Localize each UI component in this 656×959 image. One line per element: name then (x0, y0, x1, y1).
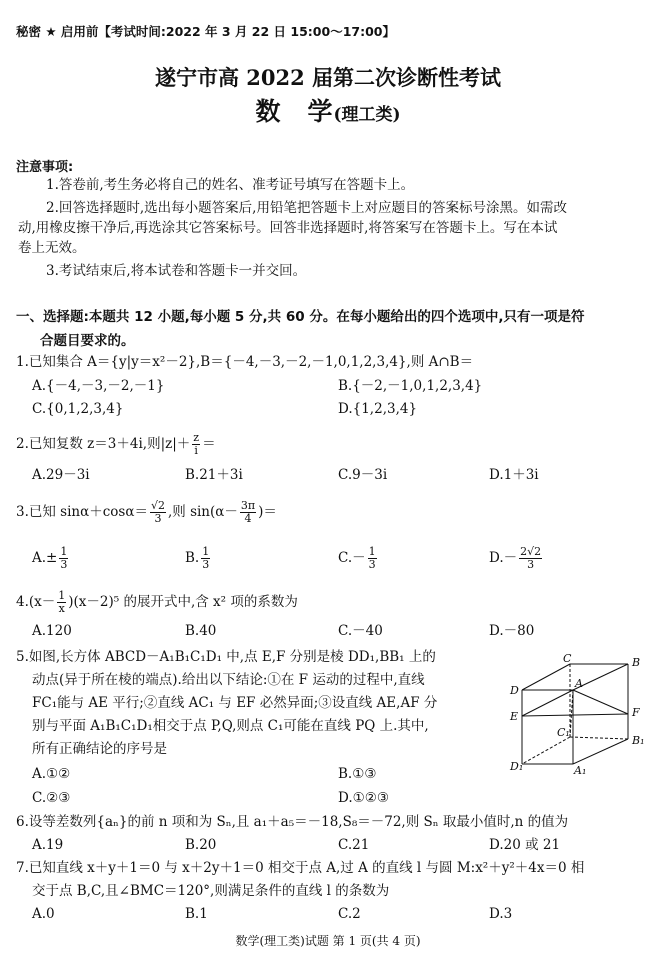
q3-frac1-den: 3 (154, 512, 162, 525)
q5-line-5: 所有正确结论的序号是 (32, 741, 167, 757)
q4-stem-pre: 4.(x－ (16, 594, 56, 610)
q2-option-b[interactable]: B.21＋3i (185, 467, 243, 483)
q3-frac2-num: 3π (240, 499, 256, 512)
q3-frac2-den: 4 (244, 512, 252, 525)
q4-option-c[interactable]: C.－40 (338, 623, 383, 639)
q5-option-c[interactable]: C.②③ (32, 790, 71, 806)
exam-title: 遂宁市高 2022 届第二次诊断性考试 (154, 65, 502, 90)
figure-label-d: D (510, 684, 519, 697)
q3-d-prefix: D.－ (489, 550, 518, 566)
q3-a-num: 1 (60, 545, 68, 558)
section-heading-cont: 合题目要求的。 (40, 333, 135, 349)
q4-option-d[interactable]: D.－80 (489, 623, 535, 639)
q3-a-prefix: A.± (32, 550, 58, 566)
q2-option-d[interactable]: D.1＋3i (489, 467, 539, 483)
q2-option-a[interactable]: A.29－3i (32, 467, 90, 483)
exam-header: 秘密 ★ 启用前【考试时间:2022 年 3 月 22 日 15:00～17:00】 (16, 24, 395, 39)
q7-line-2: 交于点 B,C,且∠BMC＝120°,则满足条件的直线 l 的条数为 (32, 883, 390, 899)
q5-option-b[interactable]: B.①③ (338, 766, 377, 782)
q3-option-c[interactable] (338, 546, 379, 571)
q7-line-1: 7.已知直线 x＋y＋1＝0 与 x＋2y＋1＝0 相交于点 A,过 A 的直线 l 与圆 M:x²＋y²＋4x＝0 相 (16, 860, 585, 876)
q7-option-b[interactable]: B.1 (185, 906, 208, 922)
q2-option-c[interactable]: C.9－3i (338, 467, 388, 483)
q5-option-d[interactable]: D.①②③ (338, 790, 389, 806)
section-heading: 一、选择题:本题共 12 小题,每小题 5 分,共 60 分。在每小题给出的四个选项中,只有一项是符 (16, 309, 585, 325)
q3-fraction-1 (150, 500, 166, 525)
q2-stem-pre: 2.已知复数 z＝3＋4i,则|z|＋ (16, 436, 191, 452)
q3-c-prefix: C.－ (338, 550, 366, 566)
q3-option-a[interactable] (32, 546, 70, 571)
q6-stem: 6.设等差数列{aₙ}的前 n 项和为 Sₙ,且 a₁＋a₅＝－18,S₈＝－72,则 Sₙ 取最小值时,n 的值为 (16, 814, 569, 830)
cuboid-figure (508, 652, 648, 777)
q3-d-num: 2√2 (520, 545, 542, 558)
q3-d-den: 3 (527, 558, 535, 571)
q3-option-b[interactable] (185, 546, 212, 571)
q3-fraction-2 (240, 500, 256, 525)
q7-option-d[interactable]: D.3 (489, 906, 513, 922)
q5-line-1: 5.如图,长方体 ABCD－A₁B₁C₁D₁ 中,点 E,F 分别是棱 DD₁,BB₁ 上的 (16, 649, 436, 665)
notice-item-2-end: 卷上无效。 (18, 240, 86, 256)
figure-label-e: E (510, 710, 519, 723)
figure-label-f: F (632, 706, 640, 719)
q3-a-fraction (59, 546, 68, 571)
q3-frac1-num: √2 (150, 499, 165, 512)
q4-stem (16, 590, 298, 615)
notice-item-2: 2.回答选择题时,选出每小题答案后,用铅笔把答题卡上对应题目的答案标号涂黑。如需改 (46, 200, 567, 216)
q5-line-3: FC₁能与 AE 平行;②直线 AC₁ 与 EF 必然异面;③设直线 AE,AF 分 (32, 695, 438, 711)
subject-note: (理工类) (333, 105, 401, 125)
q3-b-prefix: B. (185, 550, 200, 566)
q3-b-num: 1 (202, 545, 210, 558)
q2-stem-post: ＝ (202, 436, 216, 452)
q3-d-fraction (519, 546, 542, 571)
q3-stem-post: )＝ (258, 504, 277, 520)
q1-option-a[interactable]: A.{－4,－3,－2,－1} (32, 378, 165, 394)
q4-option-a[interactable]: A.120 (32, 623, 72, 639)
q3-a-den: 3 (60, 558, 68, 571)
subject-name: 数 学 (255, 97, 334, 126)
q1-option-c[interactable]: C.{0,1,2,3,4} (32, 401, 124, 417)
q4-option-b[interactable]: B.40 (185, 623, 217, 639)
q3-stem-mid: ,则 sin(α－ (167, 504, 238, 520)
q2-frac-den: i (194, 444, 198, 457)
q3-c-den: 3 (368, 558, 376, 571)
q3-b-fraction (201, 546, 210, 571)
q4-frac-num: 1 (58, 589, 66, 602)
figure-label-b1: B₁ (632, 734, 645, 747)
q3-c-num: 1 (368, 545, 376, 558)
notice-heading: 注意事项: (16, 160, 74, 175)
notice-item-2-cont: 动,用橡皮擦干净后,再选涂其它答案标号。回答非选择题时,将答案写在答题卡上。写在本试 (18, 220, 558, 236)
q5-line-4: 别与平面 A₁B₁C₁D₁相交于点 P,Q,则点 C₁可能在直线 PQ 上.其中, (32, 718, 429, 734)
q6-option-b[interactable]: B.20 (185, 837, 217, 853)
figure-label-c1: C₁ (557, 726, 570, 739)
q7-option-a[interactable]: A.0 (32, 906, 55, 922)
q5-line-2: 动点(异于所在棱的端点).给出以下结论:①在 F 运动的过程中,直线 (32, 672, 425, 688)
q6-option-d[interactable]: D.20 或 21 (489, 837, 561, 853)
q6-option-a[interactable]: A.19 (32, 837, 64, 853)
subject-title (0, 92, 656, 128)
q3-b-den: 3 (202, 558, 210, 571)
q4-frac-den: x (58, 602, 65, 615)
q2-fraction (192, 432, 200, 457)
q1-option-d[interactable]: D.{1,2,3,4} (338, 401, 418, 417)
q1-stem: 1.已知集合 A＝{y|y＝x²－2},B＝{－4,－3,－2,－1,0,1,2,3,4},则 A∩B＝ (16, 354, 474, 370)
figure-label-d1: D₁ (510, 760, 524, 773)
q2-stem (16, 432, 216, 457)
q3-c-fraction (368, 546, 377, 571)
notice-item-1: 1.答卷前,考生务必将自己的姓名、准考证号填写在答题卡上。 (46, 177, 415, 193)
q7-option-c[interactable]: C.2 (338, 906, 361, 922)
q3-stem-pre: 3.已知 sinα＋cosα＝ (16, 504, 148, 520)
q4-fraction (57, 590, 66, 615)
q1-option-b[interactable]: B.{－2,－1,0,1,2,3,4} (338, 378, 483, 394)
q2-frac-num: z (193, 431, 200, 444)
figure-label-a1: A₁ (574, 764, 587, 777)
q6-option-c[interactable]: C.21 (338, 837, 370, 853)
figure-label-c: C (563, 652, 572, 665)
q3-stem (16, 500, 277, 525)
q3-option-d[interactable] (489, 546, 544, 571)
figure-label-b: B (632, 656, 641, 669)
figure-label-a: A (575, 677, 583, 690)
notice-item-3: 3.考试结束后,将本试卷和答题卡一并交回。 (46, 263, 307, 279)
q5-option-a[interactable]: A.①② (32, 766, 71, 782)
q4-stem-post: )(x－2)⁵ 的展开式中,含 x² 项的系数为 (68, 594, 298, 610)
page-footer: 数学(理工类)试题 第 1 页(共 4 页) (235, 934, 421, 948)
